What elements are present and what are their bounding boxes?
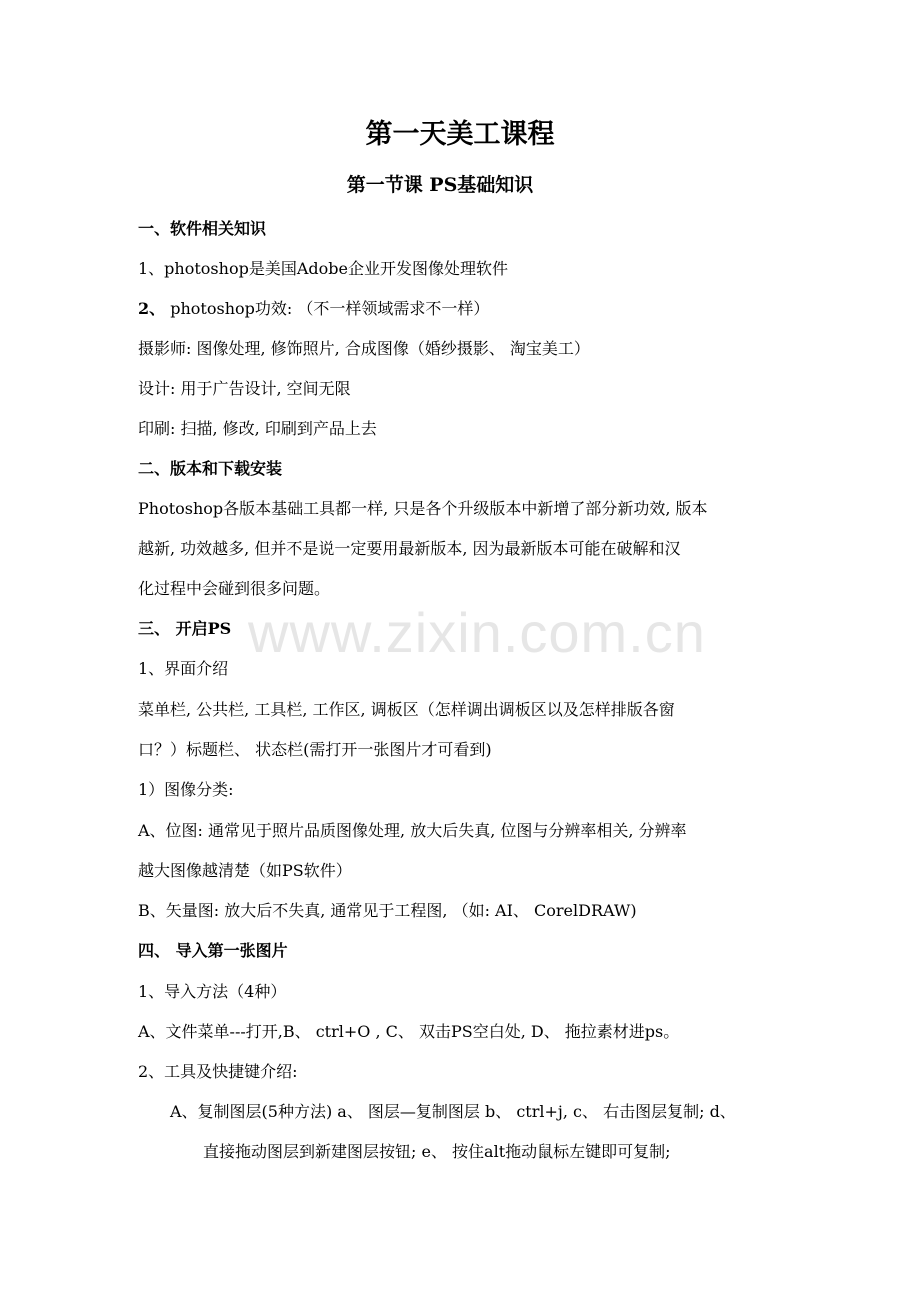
paragraph-line: 设计: 用于广告设计, 空间无限 <box>138 379 351 398</box>
paragraph-line: 化过程中会碰到很多问题。 <box>138 579 331 598</box>
page-title: 第一天美工课程 <box>365 119 555 150</box>
paragraph-line: 越大图像越清楚（如PS软件） <box>138 861 352 880</box>
paragraph-line: 1、导入方法（4种） <box>138 982 287 1001</box>
paragraph-line: A、位图: 通常见于照片品质图像处理, 放大后失真, 位图与分辨率相关, 分辨率 <box>138 821 687 840</box>
paragraph-line: A、文件菜单---打开,B、 ctrl+O , C、 双击PS空白处, D、 拖拉素材进ps。 <box>138 1022 680 1041</box>
section-heading-3: 三、 开启PS <box>138 619 232 638</box>
section-heading-1: 一、软件相关知识 <box>138 219 267 238</box>
paragraph-line: 印刷: 扫描, 修改, 印刷到产品上去 <box>138 419 377 438</box>
paragraph-line: 菜单栏, 公共栏, 工具栏, 工作区, 调板区（怎样调出调板区以及怎样排版各窗 <box>138 700 675 719</box>
list-number: 2、 <box>138 299 166 318</box>
section-heading-4: 四、 导入第一张图片 <box>138 941 288 960</box>
paragraph-line: 直接拖动图层到新建图层按钮; e、 按住alt拖动鼠标左键即可复制; <box>203 1142 671 1161</box>
paragraph-line: B、矢量图: 放大后不失真, 通常见于工程图, （如: AI、 CorelDRAW) <box>138 901 637 920</box>
paragraph-line: 越新, 功效越多, 但并不是说一定要用最新版本, 因为最新版本可能在破解和汉 <box>138 539 681 558</box>
paragraph-line: 1、photoshop是美国Adobe企业开发图像处理软件 <box>138 259 508 278</box>
paragraph-line: 1、界面介绍 <box>138 659 229 678</box>
list-text: photoshop功效: （不一样领域需求不一样） <box>170 299 490 318</box>
watermark: www.zixin.com.cn <box>248 601 706 664</box>
paragraph-line: 1）图像分类: <box>138 780 234 799</box>
paragraph-line: 摄影师: 图像处理, 修饰照片, 合成图像（婚纱摄影、 淘宝美工） <box>138 339 590 358</box>
section-heading-2: 二、版本和下载安装 <box>138 459 283 478</box>
paragraph-line <box>138 296 489 322</box>
paragraph-line: A、复制图层(5种方法) a、 图层—复制图层 b、 ctrl+j, c、 右击图层复制; d、 <box>170 1102 736 1121</box>
page-subtitle: 第一节课 PS基础知识 <box>346 174 534 196</box>
paragraph-line: 口？）标题栏、 状态栏(需打开一张图片才可看到) <box>138 740 492 759</box>
paragraph-line: 2、工具及快捷键介绍: <box>138 1062 298 1081</box>
paragraph-line: Photoshop各版本基础工具都一样, 只是各个升级版本中新增了部分新功效, 版本 <box>138 499 708 518</box>
